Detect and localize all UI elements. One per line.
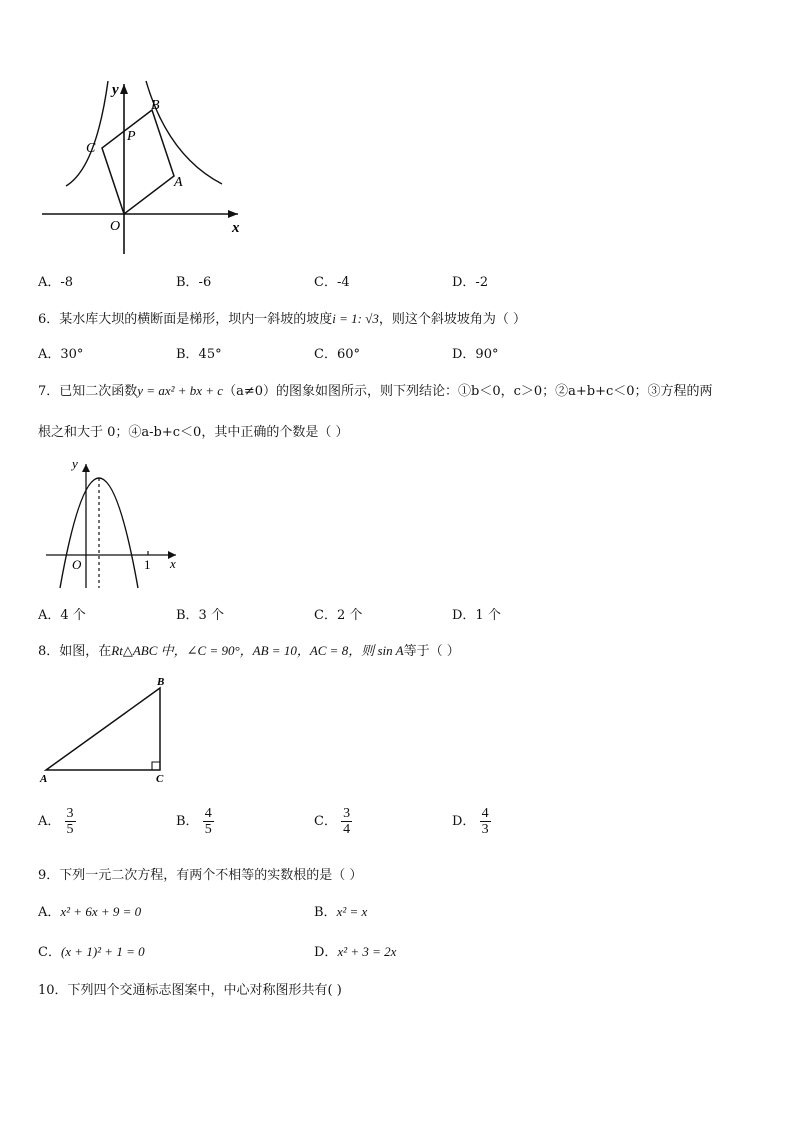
q8-option-b	[176, 806, 214, 837]
q6-formula: i = 1: √3	[332, 311, 379, 326]
label-p: P	[127, 129, 136, 144]
q8-option-d	[452, 806, 491, 837]
label-o: O	[110, 219, 121, 234]
q6-text-b: ，则这个斜坡坡角为（ ）	[378, 312, 527, 327]
q9-option-c	[38, 941, 145, 960]
y-axis-arrow	[120, 84, 128, 94]
label-a: A	[174, 175, 183, 190]
q9-option-a	[38, 901, 141, 920]
q7-option-b: B．3 个	[176, 608, 224, 623]
square-oabc	[102, 110, 174, 214]
q6-option-a: A．30°	[38, 347, 84, 362]
numerator: 3	[343, 806, 351, 821]
q6-text-a: 6．某水库大坝的横断面是梯形，坝内一斜坡的坡度	[38, 312, 333, 327]
q8-option-c-letter: C．	[314, 814, 337, 829]
q6-option-b: B．45°	[176, 347, 222, 362]
question-7-line-1	[38, 380, 713, 399]
q9-option-c-expr: (x + 1)² + 1 = 0	[60, 944, 145, 959]
label-1: 1	[144, 557, 151, 572]
label-b: B	[157, 676, 165, 688]
q8-option-c	[314, 806, 352, 837]
q5-option-b: B．-6	[176, 275, 212, 290]
hyperbola-right-branch	[146, 81, 222, 184]
q9-option-d-expr: x² + 3 = 2x	[337, 944, 397, 959]
q9-option-a-expr: x² + 6x + 9 = 0	[60, 904, 142, 919]
figure-q7	[42, 456, 187, 592]
q5-option-a: A．-8	[38, 275, 74, 290]
q6-option-c: C．60°	[314, 347, 360, 362]
q9-option-b	[314, 901, 367, 920]
label-o: O	[72, 557, 82, 572]
denominator: 5	[66, 822, 74, 837]
q7-option-c: C．2 个	[314, 608, 363, 623]
right-angle-mark	[152, 762, 160, 770]
label-b: B	[151, 98, 160, 113]
question-8	[38, 640, 460, 659]
q8-text-a: 8．如图，在	[38, 644, 112, 659]
q8-option-c-fraction	[341, 806, 352, 837]
q8-option-b-letter: B．	[176, 814, 199, 829]
y-axis-arrow	[82, 464, 90, 472]
q9-option-a-letter: A．	[38, 905, 61, 920]
q9-option-d	[314, 941, 396, 960]
label-x: x	[170, 556, 176, 571]
q8-option-d-fraction	[480, 806, 491, 837]
q7-option-a: A．4 个	[38, 608, 86, 623]
q8-text-b: 等于（ ）	[403, 644, 460, 659]
question-10: 10．下列四个交通标志图案中，中心对称图形共有( )	[38, 983, 342, 998]
question-9: 9．下列一元二次方程，有两个不相等的实数根的是（ ）	[38, 868, 363, 883]
numerator: 4	[481, 806, 489, 821]
numerator: 3	[66, 806, 74, 821]
denominator: 5	[204, 822, 212, 837]
q7-formula: y = ax² + bx + c	[137, 383, 224, 398]
numerator: 4	[204, 806, 212, 821]
x-axis-arrow	[228, 210, 238, 218]
q5-option-c: C．-4	[314, 275, 350, 290]
question-6	[38, 308, 526, 327]
q9-option-b-letter: B．	[314, 905, 337, 920]
label-y: y	[72, 456, 78, 471]
label-a: A	[40, 773, 48, 785]
q8-option-a	[38, 806, 76, 837]
figure-q5	[38, 76, 258, 256]
q9-option-c-letter: C．	[38, 945, 61, 960]
label-c: C	[86, 141, 96, 156]
q7-option-d: D．1 个	[452, 608, 501, 623]
q8-option-a-letter: A．	[38, 814, 61, 829]
denominator: 3	[481, 822, 489, 837]
q8-option-b-fraction	[203, 806, 214, 837]
hyperbola-left-branch	[66, 81, 108, 186]
question-7-line-2: 根之和大于 0；④a-b+c＜0，其中正确的个数是（ ）	[38, 425, 349, 440]
q5-option-d: D．-2	[452, 275, 489, 290]
q9-option-b-expr: x² = x	[336, 904, 368, 919]
denominator: 4	[343, 822, 351, 837]
figure-q8	[36, 674, 186, 786]
triangle-abc	[46, 688, 160, 770]
q8-formula: Rt△ABC 中，∠C = 90°，AB = 10，AC = 8，则 sin A	[111, 643, 404, 658]
q7-text-a: 7．已知二次函数	[38, 384, 138, 399]
q8-option-d-letter: D．	[452, 814, 476, 829]
q7-text-b: （a≠0）的图象如图所示，则下列结论：①b＜0，c＞0；②a+b+c＜0；③方程的两	[223, 384, 713, 399]
q8-option-a-fraction	[65, 806, 76, 837]
q9-option-d-letter: D．	[314, 945, 338, 960]
q6-option-d: D．90°	[452, 347, 499, 362]
label-c: C	[156, 773, 164, 785]
label-y: y	[112, 82, 119, 98]
label-x: x	[232, 220, 240, 236]
